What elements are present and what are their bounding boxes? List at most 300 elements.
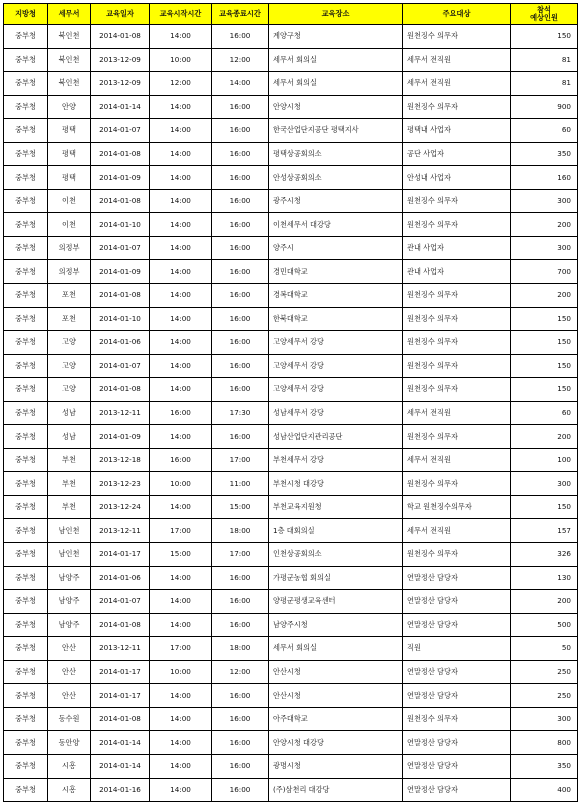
table-cell: 중부청 (4, 425, 48, 449)
table-cell: 중부청 (4, 354, 48, 378)
table-cell: 부천 (48, 495, 91, 519)
table-cell: 안산 (48, 660, 91, 684)
table-row (4, 543, 578, 567)
table-cell: 원천징수 의무자 (403, 378, 511, 402)
table-cell: 성남 (48, 425, 91, 449)
table-cell: 350 (511, 754, 578, 778)
table-row (4, 660, 578, 684)
table-cell: 남인천 (48, 519, 91, 543)
table-cell: 16:00 (212, 707, 269, 731)
table-cell: 부천시청 대강당 (269, 472, 403, 496)
table-cell: 2014-01-07 (91, 119, 150, 143)
table-cell: 경민대학교 (269, 260, 403, 284)
table-cell: 연말정산 담당자 (403, 731, 511, 755)
table-cell: 안산 (48, 637, 91, 661)
table-cell: 12:00 (150, 72, 212, 96)
table-cell: 중부청 (4, 707, 48, 731)
table-cell: 16:00 (212, 778, 269, 802)
table-cell: 광주시청 (269, 189, 403, 213)
table-cell: 고양 (48, 354, 91, 378)
table-cell: 경복대학교 (269, 284, 403, 308)
table-cell: 성남산업단지관리공단 (269, 425, 403, 449)
table-cell: 원천징수 의무자 (403, 307, 511, 331)
header-cell-attendance: 참석 예상인원 (511, 4, 578, 25)
table-cell: 16:00 (212, 613, 269, 637)
table-cell: 중부청 (4, 543, 48, 567)
table-cell: 중부청 (4, 660, 48, 684)
table-cell: 326 (511, 543, 578, 567)
table-cell: 18:00 (212, 519, 269, 543)
table-cell: 남양주시청 (269, 613, 403, 637)
table-cell: 200 (511, 425, 578, 449)
table-cell: 2013-12-11 (91, 519, 150, 543)
table-cell: 중부청 (4, 166, 48, 190)
table-cell: 중부청 (4, 637, 48, 661)
table-cell: 200 (511, 213, 578, 237)
table-cell: 평택 (48, 166, 91, 190)
table-cell: 중부청 (4, 401, 48, 425)
table-cell: 시흥 (48, 778, 91, 802)
table-row (4, 260, 578, 284)
table-row (4, 378, 578, 402)
table-cell: 중부청 (4, 331, 48, 355)
table-cell: 세무서 전직원 (403, 519, 511, 543)
table-cell: 150 (511, 25, 578, 49)
table-cell: 14:00 (150, 331, 212, 355)
table-cell: 2013-12-23 (91, 472, 150, 496)
table-cell: 안양시청 (269, 95, 403, 119)
table-cell: 2014-01-17 (91, 660, 150, 684)
table-row (4, 25, 578, 49)
table-cell: 연말정산 담당자 (403, 778, 511, 802)
table-cell: 14:00 (150, 236, 212, 260)
table-cell: 160 (511, 166, 578, 190)
table-cell: 중부청 (4, 731, 48, 755)
table-cell: 17:30 (212, 401, 269, 425)
table-row (4, 307, 578, 331)
table-cell: 2014-01-09 (91, 260, 150, 284)
header-cell: 주요대상 (403, 4, 511, 25)
table-cell: 포천 (48, 307, 91, 331)
table-cell: 중부청 (4, 119, 48, 143)
table-cell: 중부청 (4, 25, 48, 49)
spreadsheet (3, 3, 577, 802)
table-cell: 16:00 (212, 236, 269, 260)
table-row (4, 472, 578, 496)
table-cell: 중부청 (4, 142, 48, 166)
table-row (4, 95, 578, 119)
table-row (4, 119, 578, 143)
table-cell: 의정부 (48, 236, 91, 260)
table-cell: 의정부 (48, 260, 91, 284)
table-cell: 성남 (48, 401, 91, 425)
table-row (4, 754, 578, 778)
table-cell: 중부청 (4, 378, 48, 402)
table-cell: 원천징수 의무자 (403, 354, 511, 378)
table-cell: 중부청 (4, 590, 48, 614)
table-cell: 중부청 (4, 495, 48, 519)
table-cell: 고양세무서 강당 (269, 331, 403, 355)
table-cell: 16:00 (212, 213, 269, 237)
table-cell: 81 (511, 72, 578, 96)
table-cell: 16:00 (212, 25, 269, 49)
table-cell: 부천세무서 강당 (269, 448, 403, 472)
table-cell: 300 (511, 472, 578, 496)
table-cell: 고양세무서 강당 (269, 378, 403, 402)
table-cell: 2014-01-09 (91, 166, 150, 190)
table-cell: 17:00 (212, 543, 269, 567)
table-cell: 2014-01-06 (91, 331, 150, 355)
table-cell: 평택내 사업자 (403, 119, 511, 143)
table-cell: 16:00 (212, 119, 269, 143)
table-cell: 가평군농협 회의실 (269, 566, 403, 590)
header-row (4, 4, 578, 25)
table-row (4, 778, 578, 802)
table-cell: 양주시 (269, 236, 403, 260)
table-cell: 16:00 (212, 566, 269, 590)
table-cell: 남양주 (48, 613, 91, 637)
table-cell: 원천징수 의무자 (403, 95, 511, 119)
table-cell: 고양 (48, 378, 91, 402)
table-cell: 이천 (48, 189, 91, 213)
table-cell: 16:00 (212, 166, 269, 190)
table-cell: 원천징수 의무자 (403, 284, 511, 308)
table-row (4, 637, 578, 661)
table-row (4, 48, 578, 72)
table-cell: 연말정산 담당자 (403, 754, 511, 778)
table-cell: 원천징수 의무자 (403, 189, 511, 213)
table-cell: 16:00 (212, 142, 269, 166)
table-cell: 16:00 (212, 331, 269, 355)
table-cell: 200 (511, 590, 578, 614)
table-cell: 북인천 (48, 48, 91, 72)
table-cell: 중부청 (4, 284, 48, 308)
table-cell: 250 (511, 660, 578, 684)
table-row (4, 731, 578, 755)
table-cell: 300 (511, 189, 578, 213)
table-cell: 16:00 (212, 307, 269, 331)
table-cell: 2013-12-11 (91, 401, 150, 425)
table-cell: 세무서 전직원 (403, 448, 511, 472)
table-cell: 한국산업단지공단 평택지사 (269, 119, 403, 143)
table-cell: 14:00 (150, 354, 212, 378)
table-cell: 14:00 (150, 25, 212, 49)
table-cell: 2014-01-07 (91, 354, 150, 378)
table-cell: 2014-01-08 (91, 378, 150, 402)
table-cell: 16:00 (150, 448, 212, 472)
table-cell: 남인천 (48, 543, 91, 567)
table-cell: 광명시청 (269, 754, 403, 778)
table-cell: 14:00 (150, 754, 212, 778)
table-cell: 130 (511, 566, 578, 590)
table-cell: 연말정산 담당자 (403, 566, 511, 590)
table-cell: 성남세무서 강당 (269, 401, 403, 425)
table-cell: 2014-01-07 (91, 590, 150, 614)
table-cell: 이천 (48, 213, 91, 237)
table-cell: 세무서 회의실 (269, 48, 403, 72)
table-cell: 16:00 (212, 260, 269, 284)
table-cell: 동수원 (48, 707, 91, 731)
table-cell: 14:00 (150, 566, 212, 590)
table-cell: 2014-01-10 (91, 213, 150, 237)
table-cell: 한북대학교 (269, 307, 403, 331)
table-cell: 18:00 (212, 637, 269, 661)
table-cell: 부천교육지원청 (269, 495, 403, 519)
table-cell: 150 (511, 378, 578, 402)
table-cell: 17:00 (150, 519, 212, 543)
table-cell: 14:00 (150, 613, 212, 637)
table-cell: 500 (511, 613, 578, 637)
table-cell: 12:00 (212, 660, 269, 684)
table-cell: 원천징수 의무자 (403, 213, 511, 237)
table-cell: 원천징수 의무자 (403, 425, 511, 449)
table-cell: 부천 (48, 448, 91, 472)
table-cell: 중부청 (4, 448, 48, 472)
table-cell: 연말정산 담당자 (403, 660, 511, 684)
table-cell: 원천징수 의무자 (403, 25, 511, 49)
table-cell: 16:00 (212, 425, 269, 449)
table-cell: 2013-12-09 (91, 48, 150, 72)
table-cell: 고양 (48, 331, 91, 355)
table-cell: 북인천 (48, 25, 91, 49)
table-cell: 2014-01-08 (91, 25, 150, 49)
table-row (4, 213, 578, 237)
table-cell: 2014-01-08 (91, 189, 150, 213)
table-cell: 중부청 (4, 754, 48, 778)
table-cell: 350 (511, 142, 578, 166)
table-cell: 16:00 (212, 754, 269, 778)
table-row (4, 236, 578, 260)
table-cell: 중부청 (4, 566, 48, 590)
header-cell: 교육종료시간 (212, 4, 269, 25)
table-cell: 중부청 (4, 307, 48, 331)
table-cell: 안산시청 (269, 660, 403, 684)
table-row (4, 142, 578, 166)
table-cell: 중부청 (4, 72, 48, 96)
table-cell: 2014-01-17 (91, 543, 150, 567)
table-cell: 81 (511, 48, 578, 72)
table-cell: 세무서 전직원 (403, 401, 511, 425)
table-cell: 2013-12-09 (91, 72, 150, 96)
table-cell: 2014-01-09 (91, 425, 150, 449)
table-cell: 포천 (48, 284, 91, 308)
table-cell: 14:00 (150, 142, 212, 166)
table-cell: 12:00 (212, 48, 269, 72)
table-row (4, 495, 578, 519)
table-cell: 연말정산 담당자 (403, 590, 511, 614)
header-cell: 교육시작시간 (150, 4, 212, 25)
table-cell: 16:00 (212, 284, 269, 308)
table-row (4, 590, 578, 614)
table-cell: 2013-12-24 (91, 495, 150, 519)
table-cell: 17:00 (212, 448, 269, 472)
table-cell: 세무서 전직원 (403, 72, 511, 96)
table-cell: 10:00 (150, 472, 212, 496)
table-cell: 60 (511, 119, 578, 143)
table-cell: 중부청 (4, 613, 48, 637)
table-cell: 800 (511, 731, 578, 755)
table-cell: 북인천 (48, 72, 91, 96)
table-cell: 14:00 (150, 590, 212, 614)
table-cell: 16:00 (212, 95, 269, 119)
table-cell: 중부청 (4, 213, 48, 237)
table-row (4, 566, 578, 590)
table-cell: 안성상공회의소 (269, 166, 403, 190)
table-cell: 14:00 (150, 778, 212, 802)
table-cell: 평택 (48, 142, 91, 166)
table-cell: 2013-12-18 (91, 448, 150, 472)
table-cell: 17:00 (150, 637, 212, 661)
table-cell: 연말정산 담당자 (403, 613, 511, 637)
table-cell: 중부청 (4, 95, 48, 119)
table-cell: 16:00 (212, 684, 269, 708)
table-row (4, 707, 578, 731)
table-row (4, 448, 578, 472)
table-cell: (주)삼천리 대강당 (269, 778, 403, 802)
header-cell: 교육일자 (91, 4, 150, 25)
table-row (4, 354, 578, 378)
table-cell: 400 (511, 778, 578, 802)
table-cell: 16:00 (212, 378, 269, 402)
table-cell: 1층 대회의실 (269, 519, 403, 543)
table-cell: 부천 (48, 472, 91, 496)
table-cell: 16:00 (212, 354, 269, 378)
table-cell: 2013-12-11 (91, 637, 150, 661)
table-cell: 60 (511, 401, 578, 425)
table-row (4, 189, 578, 213)
table-cell: 평택상공회의소 (269, 142, 403, 166)
table-cell: 150 (511, 307, 578, 331)
table-cell: 남양주 (48, 566, 91, 590)
table-cell: 연말정산 담당자 (403, 684, 511, 708)
table-row (4, 331, 578, 355)
table-cell: 직원 (403, 637, 511, 661)
table-cell: 14:00 (150, 95, 212, 119)
table-cell: 안양시청 대강당 (269, 731, 403, 755)
header-cell: 지방청 (4, 4, 48, 25)
table-row (4, 425, 578, 449)
table-cell: 중부청 (4, 236, 48, 260)
table-cell: 14:00 (150, 378, 212, 402)
table-cell: 안산 (48, 684, 91, 708)
table-cell: 14:00 (150, 284, 212, 308)
table-cell: 700 (511, 260, 578, 284)
table-cell: 중부청 (4, 519, 48, 543)
table-cell: 중부청 (4, 684, 48, 708)
table-cell: 중부청 (4, 472, 48, 496)
table-cell: 14:00 (150, 495, 212, 519)
table-row (4, 166, 578, 190)
table-cell: 2014-01-08 (91, 284, 150, 308)
table-cell: 2014-01-10 (91, 307, 150, 331)
table-cell: 2014-01-06 (91, 566, 150, 590)
table-row (4, 72, 578, 96)
table-cell: 300 (511, 707, 578, 731)
table-cell: 계양구청 (269, 25, 403, 49)
table-cell: 2014-01-16 (91, 778, 150, 802)
table-cell: 100 (511, 448, 578, 472)
table-cell: 관내 사업자 (403, 260, 511, 284)
table-cell: 14:00 (150, 166, 212, 190)
table-cell: 14:00 (150, 260, 212, 284)
table-cell: 900 (511, 95, 578, 119)
table-cell: 10:00 (150, 48, 212, 72)
table-cell: 10:00 (150, 660, 212, 684)
table-cell: 동안양 (48, 731, 91, 755)
table-row (4, 613, 578, 637)
table-cell: 원천징수 의무자 (403, 707, 511, 731)
table-cell: 150 (511, 495, 578, 519)
header-cell: 세무서 (48, 4, 91, 25)
table-cell: 250 (511, 684, 578, 708)
table-cell: 원천징수 의무자 (403, 331, 511, 355)
table-cell: 16:00 (150, 401, 212, 425)
table-cell: 200 (511, 284, 578, 308)
table-cell: 2014-01-14 (91, 95, 150, 119)
table-cell: 중부청 (4, 260, 48, 284)
table-cell: 16:00 (212, 189, 269, 213)
table-cell: 16:00 (212, 590, 269, 614)
table-cell: 157 (511, 519, 578, 543)
table-cell: 남양주 (48, 590, 91, 614)
table-cell: 2014-01-14 (91, 754, 150, 778)
table-cell: 150 (511, 354, 578, 378)
table-cell: 원천징수 의무자 (403, 472, 511, 496)
table-cell: 16:00 (212, 731, 269, 755)
table-cell: 2014-01-08 (91, 613, 150, 637)
table-cell: 2014-01-17 (91, 684, 150, 708)
table-cell: 14:00 (150, 731, 212, 755)
table-cell: 150 (511, 331, 578, 355)
table-cell: 14:00 (212, 72, 269, 96)
table-cell: 세무서 전직원 (403, 48, 511, 72)
table-cell: 15:00 (150, 543, 212, 567)
table-cell: 14:00 (150, 425, 212, 449)
table-cell: 50 (511, 637, 578, 661)
table-cell: 안산시청 (269, 684, 403, 708)
table-cell: 평택 (48, 119, 91, 143)
table-cell: 14:00 (150, 119, 212, 143)
table-body (4, 25, 578, 802)
table-cell: 14:00 (150, 189, 212, 213)
table-cell: 14:00 (150, 684, 212, 708)
table-cell: 2014-01-08 (91, 707, 150, 731)
table-cell: 이천세무서 대강당 (269, 213, 403, 237)
table-cell: 원천징수 의무자 (403, 543, 511, 567)
table-cell: 중부청 (4, 778, 48, 802)
table-cell: 15:00 (212, 495, 269, 519)
table-cell: 14:00 (150, 707, 212, 731)
table-cell: 공단 사업자 (403, 142, 511, 166)
table-cell: 2014-01-07 (91, 236, 150, 260)
table-cell: 세무서 회의실 (269, 72, 403, 96)
education-schedule-table (3, 3, 578, 802)
table-cell: 시흥 (48, 754, 91, 778)
table-cell: 학교 원천징수의무자 (403, 495, 511, 519)
table-cell: 2014-01-08 (91, 142, 150, 166)
table-cell: 14:00 (150, 213, 212, 237)
table-cell: 양평군평생교육센터 (269, 590, 403, 614)
table-row (4, 519, 578, 543)
table-cell: 안성내 사업자 (403, 166, 511, 190)
table-row (4, 401, 578, 425)
table-cell: 14:00 (150, 307, 212, 331)
table-cell: 안양 (48, 95, 91, 119)
header-cell: 교육장소 (269, 4, 403, 25)
table-cell: 2014-01-14 (91, 731, 150, 755)
table-row (4, 684, 578, 708)
table-cell: 인천상공회의소 (269, 543, 403, 567)
